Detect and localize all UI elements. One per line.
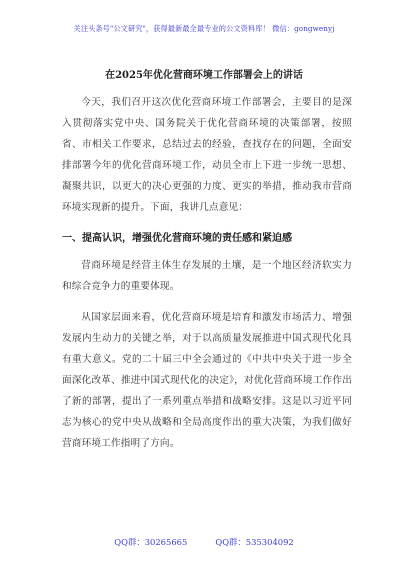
footer-contact — [0, 536, 408, 548]
section-1-paragraph-2: 从国家层面来看，优化营商环境是培育和激发市场活力、增强发展内生动力的关键之举，对于以高质量发展推进中国式现代化具有重大意义。党的二十届三中全会通过的《中共中央关于进一步全面深化改革、推进中国式现代化的决定》，对优化营商环境工作作出了新的部署，提出了一系列重点举措和战略安排。这是以习近平同志为核心的党中央从战略和全局高度作出的重大决策，为我们做好营商环境工作指明了方向。 — [62, 312, 352, 449]
footer-qq-group-2: QQ群：535304092 — [215, 537, 294, 547]
intro-paragraph: 今天，我们召开这次优化营商环境工作部署会，主要目的是深入贯彻落实党中央、国务院关于优化营商环境的决策部署，按照省、市相关工作要求，总结过去的经验，查找存在的问题，全面安排部署今年的优化营商环境工作，动员全市上下进一步统一思想、凝聚共识，以更大的决心更强的力度、更实的举措，推动我市营商环境实现新的提升。下面，我讲几点意见： — [62, 97, 352, 213]
document-body — [62, 92, 352, 464]
section-1-paragraph-1: 营商环境是经营主体生存发展的土壤，是一个地区经济软实力和综合竞争力的重要体现。 — [62, 260, 352, 292]
footer-qq-group-1: QQ群：30265665 — [114, 537, 188, 547]
document-title: 在2025年优化营商环境工作部署会上的讲话 — [105, 70, 303, 81]
header-promo-note: 关注头条号"公文研究"，获得最新最全最专业的公文资料库！ 微信：gongwenyj — [73, 24, 335, 33]
section-heading-1: 一、提高认识，增强优化营商环境的责任感和紧迫感 — [62, 233, 292, 244]
